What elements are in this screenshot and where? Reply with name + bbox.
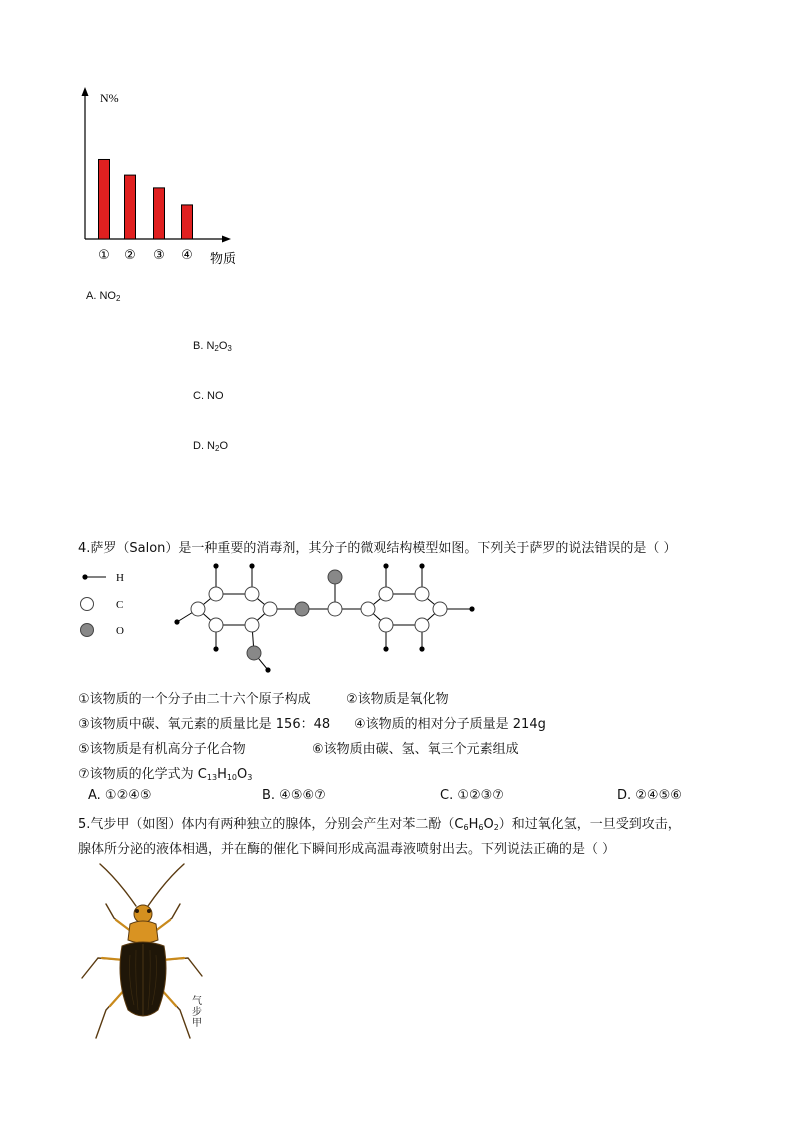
choice-a[interactable]: A. ①②④⑤ xyxy=(88,788,152,803)
option-a[interactable]: A. $NO_2$ xyxy=(86,290,121,303)
category-label-3: ③ xyxy=(153,248,165,263)
beetle-caption: 气 步 甲 xyxy=(192,996,202,1029)
legend-c xyxy=(81,598,124,612)
beetle-head xyxy=(134,905,152,923)
x-axis-arrow xyxy=(222,236,231,243)
statement-2: ②该物质是氧化物 xyxy=(346,692,449,707)
bar-2 xyxy=(125,175,136,239)
nitrogen-bar-chart xyxy=(70,82,250,272)
q5-stem-line2: 腺体所分泌的液体相遇，并在酶的催化下瞬间形成高温毒液喷射出去。下列说法正确的是（ ） xyxy=(78,842,616,857)
option-c[interactable]: C. NO xyxy=(193,390,224,402)
bar-1 xyxy=(99,159,110,239)
bar-3 xyxy=(154,188,165,239)
option-d[interactable]: D. $N_2O$ xyxy=(193,440,229,453)
statement-1: ①该物质的一个分子由二十六个原子构成 xyxy=(78,692,311,707)
choice-b[interactable]: B. ④⑤⑥⑦ xyxy=(262,788,326,803)
atom-legend xyxy=(78,566,148,640)
beetle-thorax xyxy=(128,921,158,943)
statement-5: ⑤该物质是有机高分子化合物 xyxy=(78,742,246,757)
y-axis-label: N% xyxy=(100,91,119,105)
oxygen-atoms xyxy=(247,570,342,660)
bar-4 xyxy=(182,205,193,239)
category-label-4: ④ xyxy=(181,248,193,263)
category-label-1: ① xyxy=(98,248,110,263)
statement-7: ⑦该物质的化学式为 $C_{13}H_{10}O_3$ xyxy=(78,767,253,782)
legend-h xyxy=(82,572,124,584)
legend-o xyxy=(81,624,125,638)
svg-text:O: O xyxy=(116,625,124,637)
svg-text:C: C xyxy=(116,599,124,611)
category-labels xyxy=(98,248,193,263)
option-a-text: A. NO xyxy=(86,290,116,302)
salol-molecule-model xyxy=(168,560,488,680)
x-axis-label: 物质 xyxy=(210,252,237,267)
q4-stem: 4.萨罗（Salon）是一种重要的消毒剂，其分子的微观结构模型如图。下列关于萨罗的说法错误的是（ ） xyxy=(78,541,677,556)
q5-stem-line1: 5.气步甲（如图）体内有两种独立的腺体，分别会产生对苯二酚$(C_6H_6O_2)$和过氧化氢，一旦受到攻击， xyxy=(78,817,681,832)
statement-3: ③该物质中碳、氧元素的质量比是 156：48 xyxy=(78,717,331,732)
statement-4: ④该物质的相对分子质量是 214g xyxy=(354,717,546,732)
category-label-2: ② xyxy=(124,248,136,263)
choice-d[interactable]: D. ②④⑤⑥ xyxy=(617,788,682,803)
bar-group xyxy=(99,159,193,239)
option-b[interactable]: B. $N_2O_3$ xyxy=(193,340,232,353)
y-axis-arrow xyxy=(82,87,89,96)
statement-6: ⑥该物质由碳、氢、氧三个元素组成 xyxy=(312,742,519,757)
choice-c[interactable]: C. ①②③⑦ xyxy=(440,788,504,803)
svg-text:H: H xyxy=(116,572,124,584)
bombardier-beetle-image xyxy=(78,860,208,1040)
